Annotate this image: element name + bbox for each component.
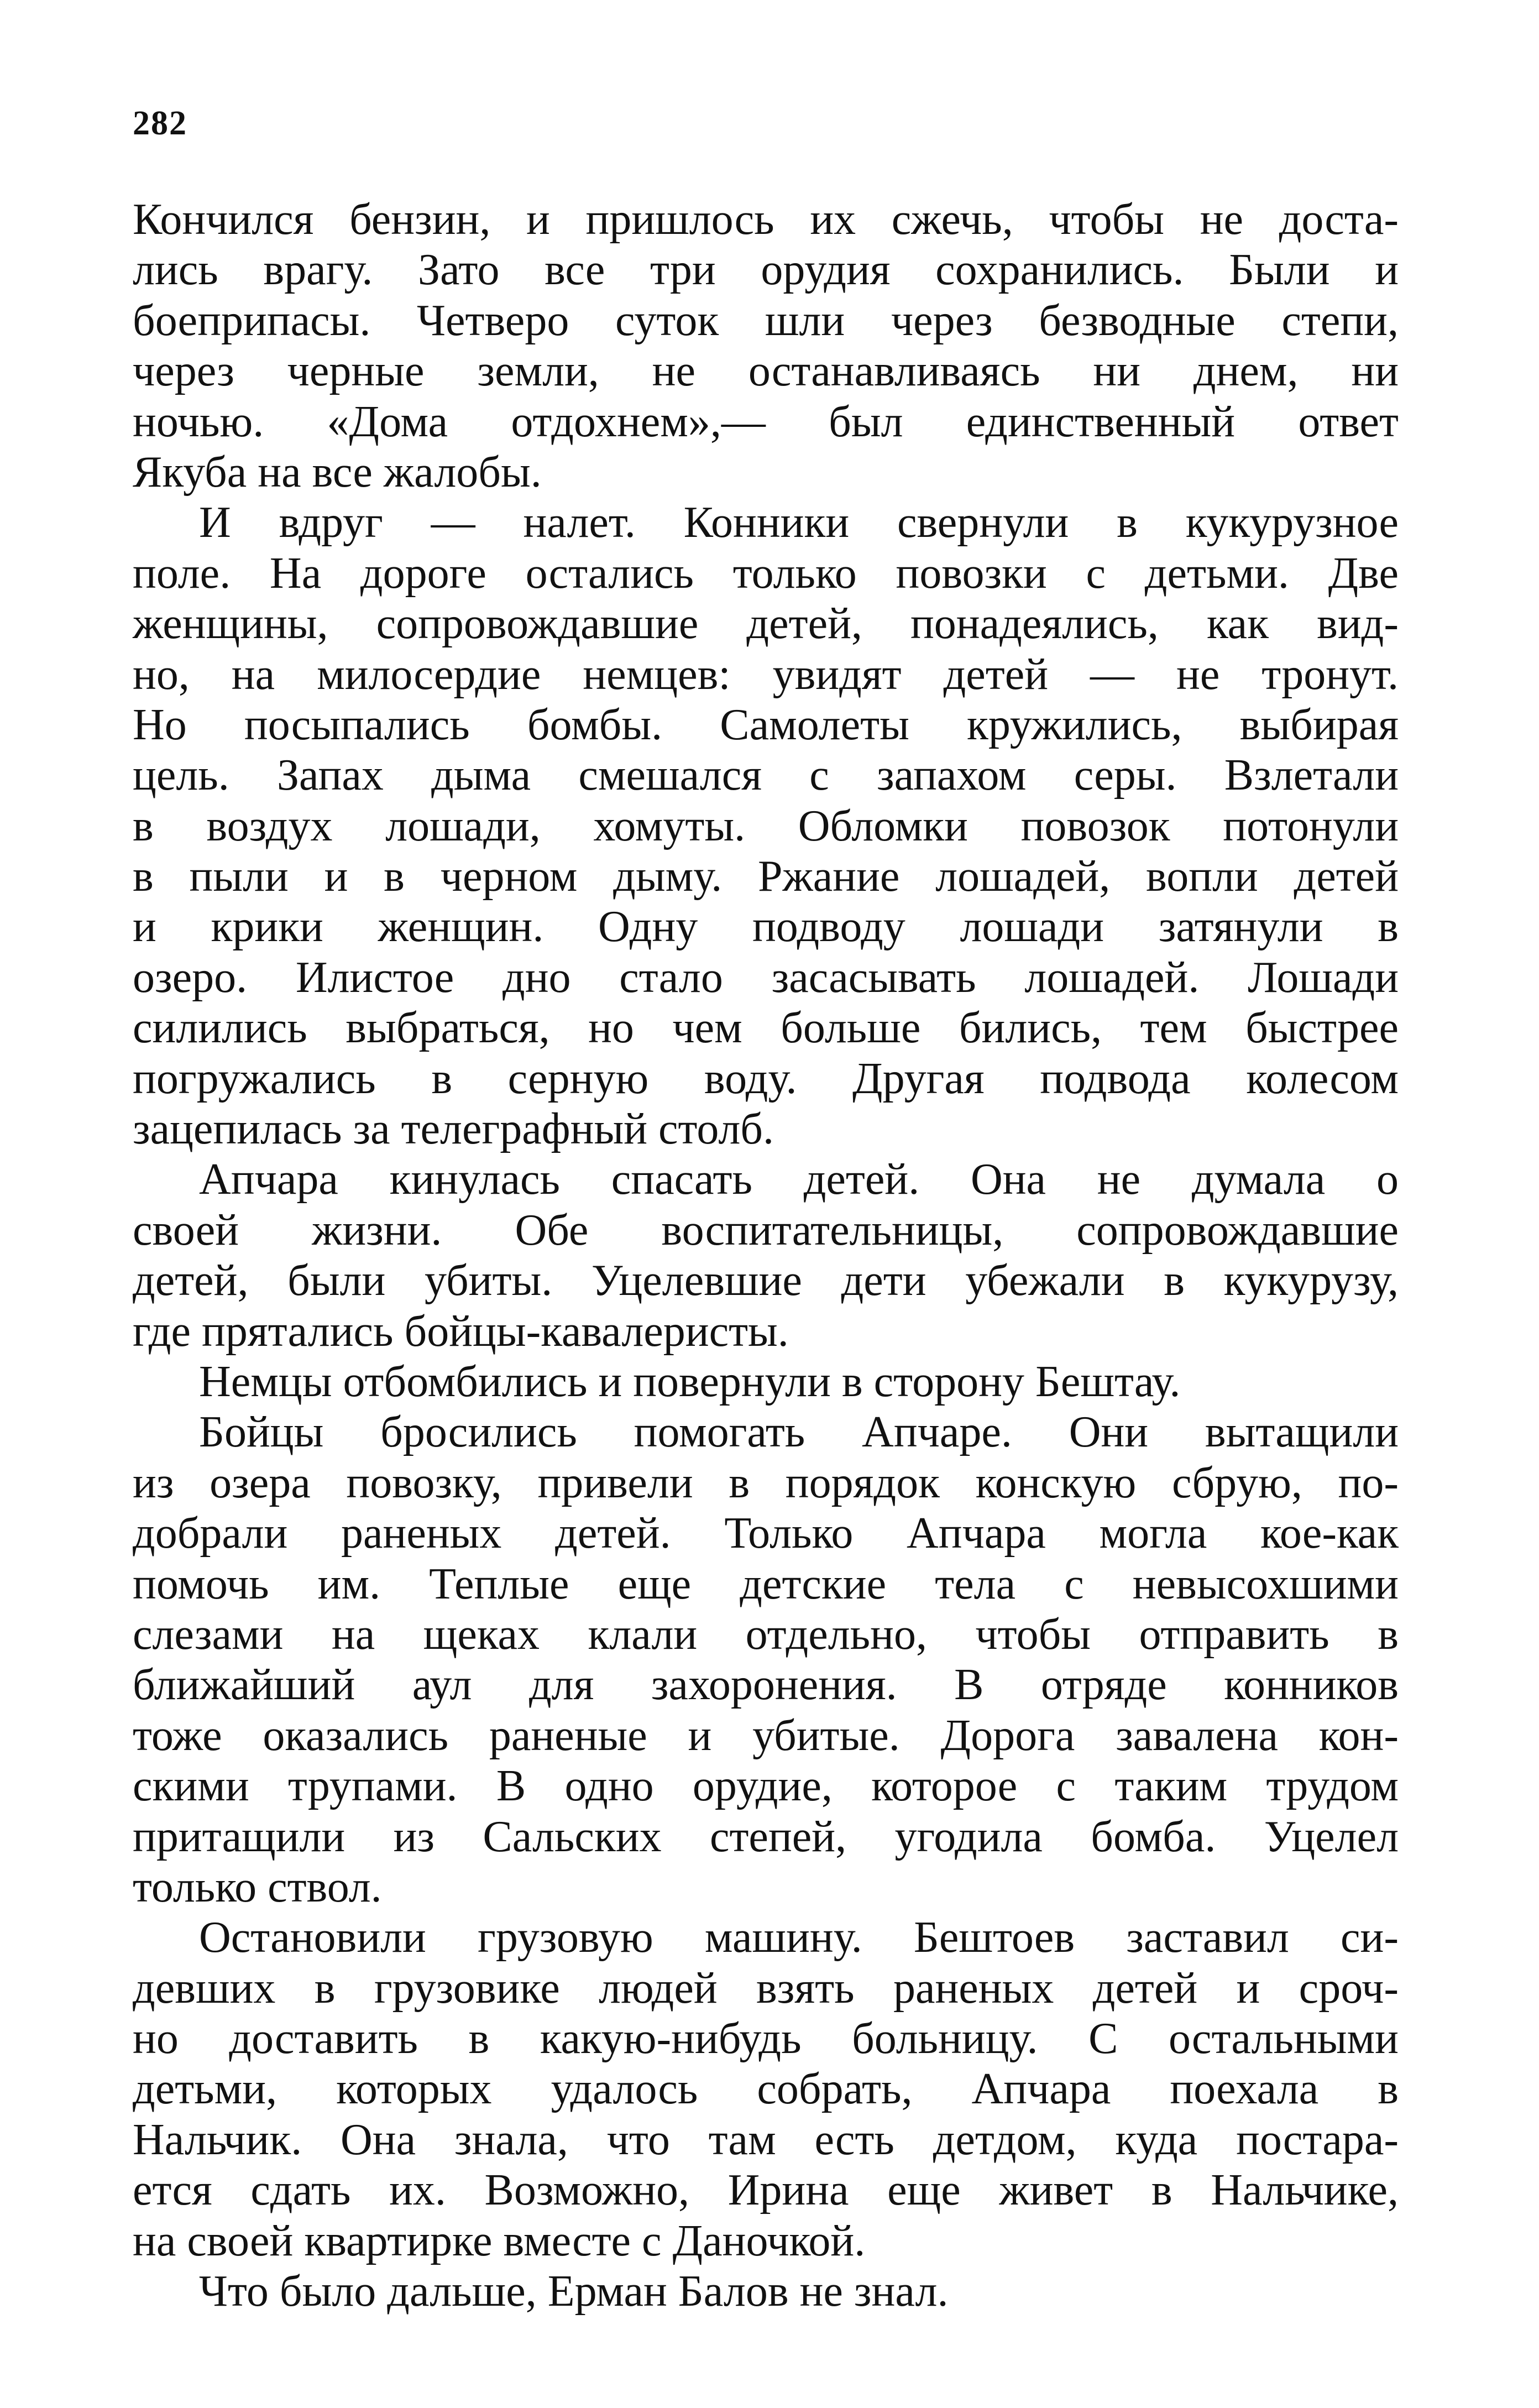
text-line: ближайший аул для захоронения. В отряде конников [133, 1660, 1399, 1710]
text-line: цель. Запах дыма смешался с запахом серы. Взлетали [133, 751, 1399, 800]
text-line: помочь им. Теплые еще детские тела с невысохшими [133, 1559, 1399, 1608]
text-line: Что было дальше, Ерман Балов не знал. [199, 2267, 949, 2316]
text-line: лись врагу. Зато все три орудия сохранились. Были и [133, 245, 1399, 295]
text-line: детей, были убиты. Уцелевшие дети убежали в кукурузу, [133, 1256, 1399, 1305]
body-text [133, 195, 1399, 2317]
text-line: Апчара кинулась спасать детей. Она не думала о [199, 1155, 1399, 1204]
text-line: зацепилась за телеграфный столб. [133, 1105, 774, 1154]
text-line: добрали раненых детей. Только Апчара могла кое-как [133, 1509, 1399, 1558]
text-line: погружались в серную воду. Другая подвода колесом [133, 1054, 1399, 1103]
text-line: своей жизни. Обе воспитательницы, сопровождавшие [133, 1205, 1399, 1255]
text-line: Кончился бензин, и пришлось их сжечь, чтобы не доста- [133, 195, 1399, 244]
text-line: детьми, которых удалось собрать, Апчара поехала в [133, 2065, 1399, 2114]
text-line: где прятались бойцы-кавалеристы. [133, 1307, 789, 1356]
text-line: Но посыпались бомбы. Самолеты кружились, выбирая [133, 700, 1399, 749]
text-line: притащили из Сальских степей, угодила бомба. Уцелел [133, 1812, 1399, 1861]
text-line: женщины, сопровождавшие детей, понадеялись, как вид- [133, 599, 1399, 649]
text-line: скими трупами. В одно орудие, которое с таким трудом [133, 1762, 1399, 1811]
text-line: девших в грузовике людей взять раненых детей и сроч- [133, 1963, 1399, 2013]
text-line: Немцы отбомбились и повернули в сторону Бештау. [199, 1357, 1181, 1406]
text-line: И вдруг — налет. Конники свернули в кукурузное [199, 498, 1399, 547]
text-line: ночью. «Дома отдохнем»,— был единственный ответ [133, 397, 1399, 446]
text-line: в воздух лошади, хомуты. Обломки повозок потонули [133, 801, 1399, 850]
text-line: но доставить в какую-нибудь больницу. С остальными [133, 2014, 1399, 2064]
text-line: Нальчик. Она знала, что там есть детдом, куда постара- [133, 2115, 1399, 2164]
text-line: Бойцы бросились помогать Апчаре. Они вытащили [199, 1408, 1399, 1457]
text-line: ется сдать их. Возможно, Ирина еще живет в Нальчике, [133, 2166, 1399, 2215]
text-line: боеприпасы. Четверо суток шли через безводные степи, [133, 296, 1399, 345]
text-line: в пыли и в черном дыму. Ржание лошадей, вопли детей [133, 852, 1399, 901]
text-line: слезами на щеках клали отдельно, чтобы отправить в [133, 1610, 1399, 1659]
text-line: из озера повозку, привели в порядок конскую сбрую, по- [133, 1458, 1399, 1507]
text-line: Остановили грузовую машину. Бештоев заставил си- [199, 1913, 1399, 1962]
page-number: 282 [133, 105, 187, 142]
text-line: только ствол. [133, 1862, 382, 1911]
text-line: но, на милосердие немцев: увидят детей — не тронут. [133, 650, 1399, 699]
text-line: поле. На дороге остались только повозки с детьми. Две [133, 549, 1399, 598]
text-line: озеро. Илистое дно стало засасывать лошадей. Лошади [133, 953, 1399, 1002]
text-line: Якуба на все жалобы. [133, 447, 542, 497]
text-line: и крики женщин. Одну подводу лошади затянули в [133, 902, 1399, 952]
text-line: через черные земли, не останавливаясь ни днем, ни [133, 347, 1399, 396]
text-line: тоже оказались раненые и убитые. Дорога завалена кон- [133, 1711, 1399, 1760]
text-line: на своей квартирке вместе с Даночкой. [133, 2216, 866, 2265]
text-line: силились выбраться, но чем больше бились, тем быстрее [133, 1004, 1399, 1053]
